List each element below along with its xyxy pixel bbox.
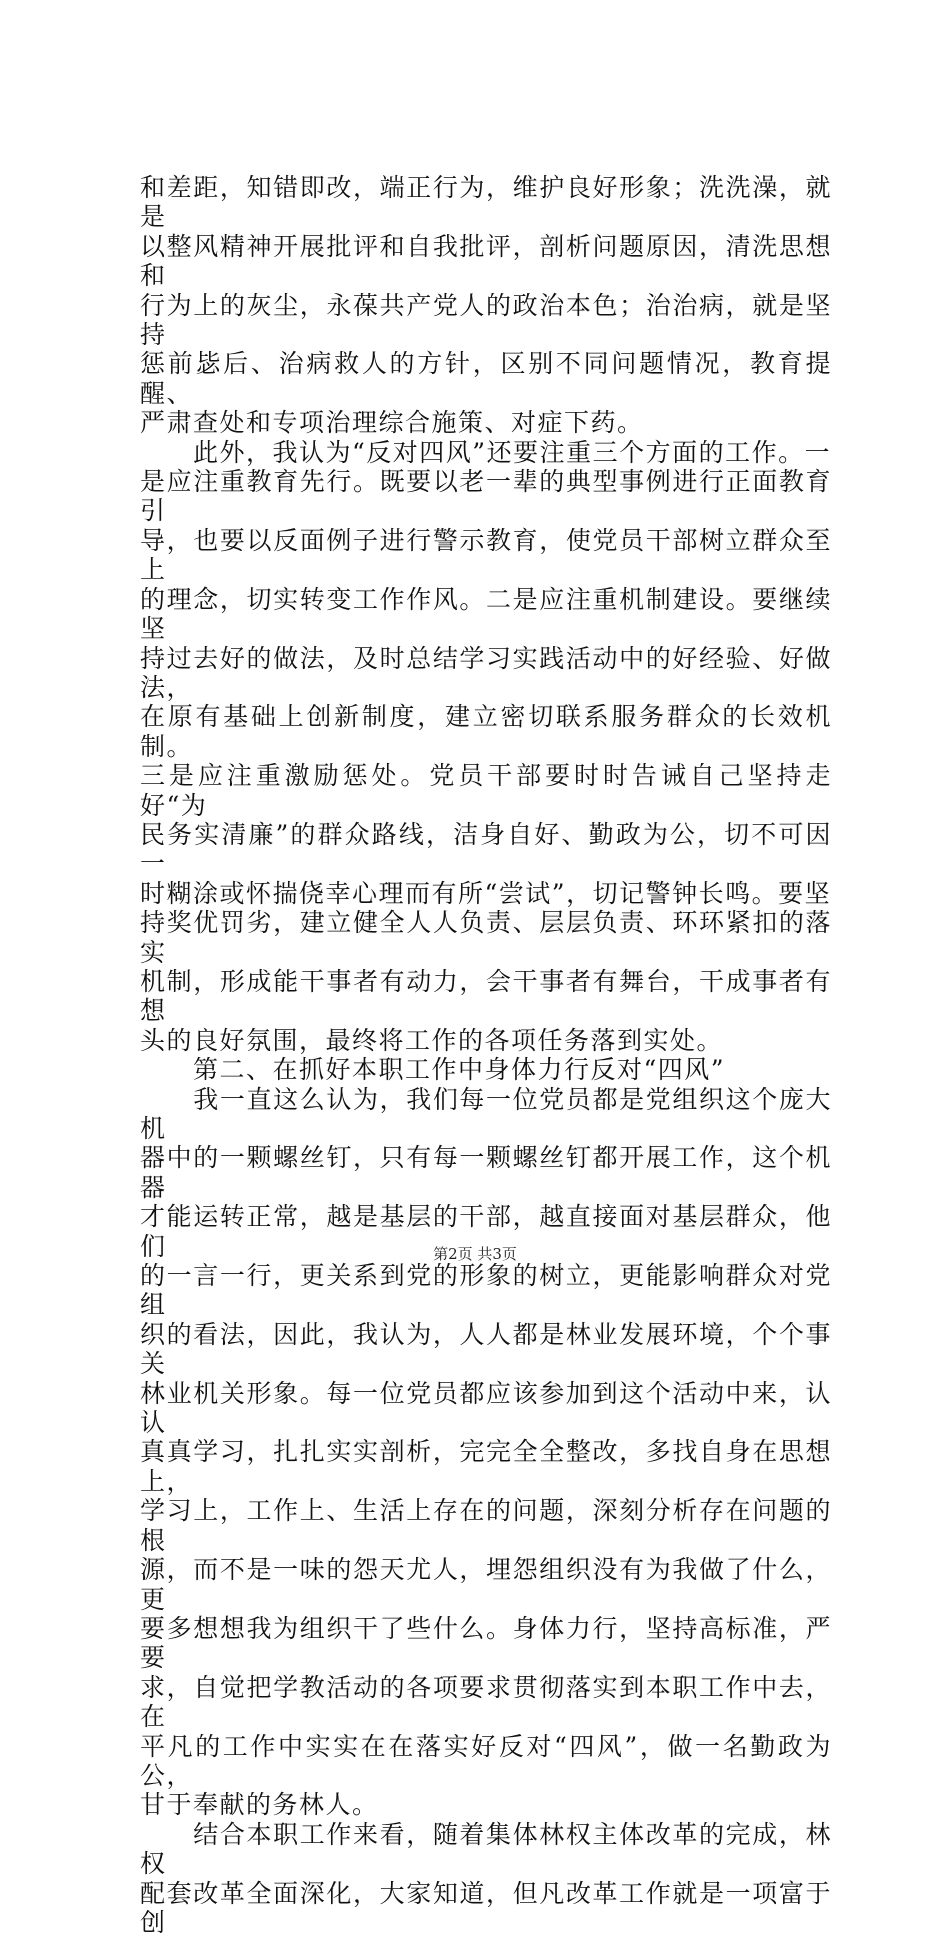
paragraph-1: 和差距，知错即改，端正行为，维护良好形象；洗洗澡，就是 以整风精神开展批评和自我批评，剖析问题原因，清洗思想和 行为上的灰尘，永葆共产党人的政治本色；治治病，就是坚持 惩前毖后、治病救人的方针，区别不同问题情况，教育提醒、 严肃查处和专项治理综合施策、对症下药。 (140, 173, 832, 438)
paragraph-4: 结合本职工作来看，随着集体林权主体改革的完成，林权 配套改革全面深化，大家知道，但凡改革工作就是一项富于创 (140, 1819, 832, 1937)
paragraph-2: 此外，我认为“反对四风”还要注重三个方面的工作。一 是应注重教育先行。既要以老一辈的典型事例进行正面教育引 导，也要以反面例子进行警示教育，使党员干部树立群众至上 的理念，切实转变工作作风。二是应注重机制建设。要继续坚 持过去好的做法，及时总结学习实践活动中的好经验、好做法， 在原有基础上创新制度，建立密切联系服务群众的长效机制。 三是应注重激励惩处。党员干部要时时告诫自己坚持走好“为 民务实清廉”的群众路线，洁身自好、勤政为公，切不可因一 时糊涂或怀揣侥幸心理而有所“尝试”，切记警钟长鸣。要坚 持奖优罚劣，建立健全人人负责、层层负责、环环紧扣的落实 机制，形成能干事者有动力，会干事者有舞台，干成事者有想 头的良好氛围，最终将工作的各项任务落到实处。 (140, 437, 832, 1055)
document-body (140, 173, 832, 1937)
page-footer: 第2页 共3页 (433, 1245, 517, 1263)
paragraph-3: 我一直这么认为，我们每一位党员都是党组织这个庞大机 器中的一颗螺丝钉，只有每一颗螺丝钉都开展工作，这个机器 才能运转正常，越是基层的干部，越直接面对基层群众，他们 的一言一行，更关系到党的形象的树立，更能影响群众对党组 织的看法，因此，我认为，人人都是林业发展环境，个个事关 林业机关形象。每一位党员都应该参加到这个活动中来，认认 真真学习，扎扎实实剖析，完完全全整改，多找自身在思想上， 学习上，工作上、生活上存在的问题，深刻分析存在问题的根 源，而不是一味的怨天尤人，埋怨组织没有为我做了什么，更 要多想想我为组织干了些什么。身体力行，坚持高标准，严要 求，自觉把学教活动的各项要求贯彻落实到本职工作中去，在 平凡的工作中实实在在落实好反对“四风”，做一名勤政为公， 甘于奉献的务林人。 (140, 1084, 832, 1820)
section-heading: 第二、在抓好本职工作中身体力行反对“四风” (140, 1055, 726, 1085)
